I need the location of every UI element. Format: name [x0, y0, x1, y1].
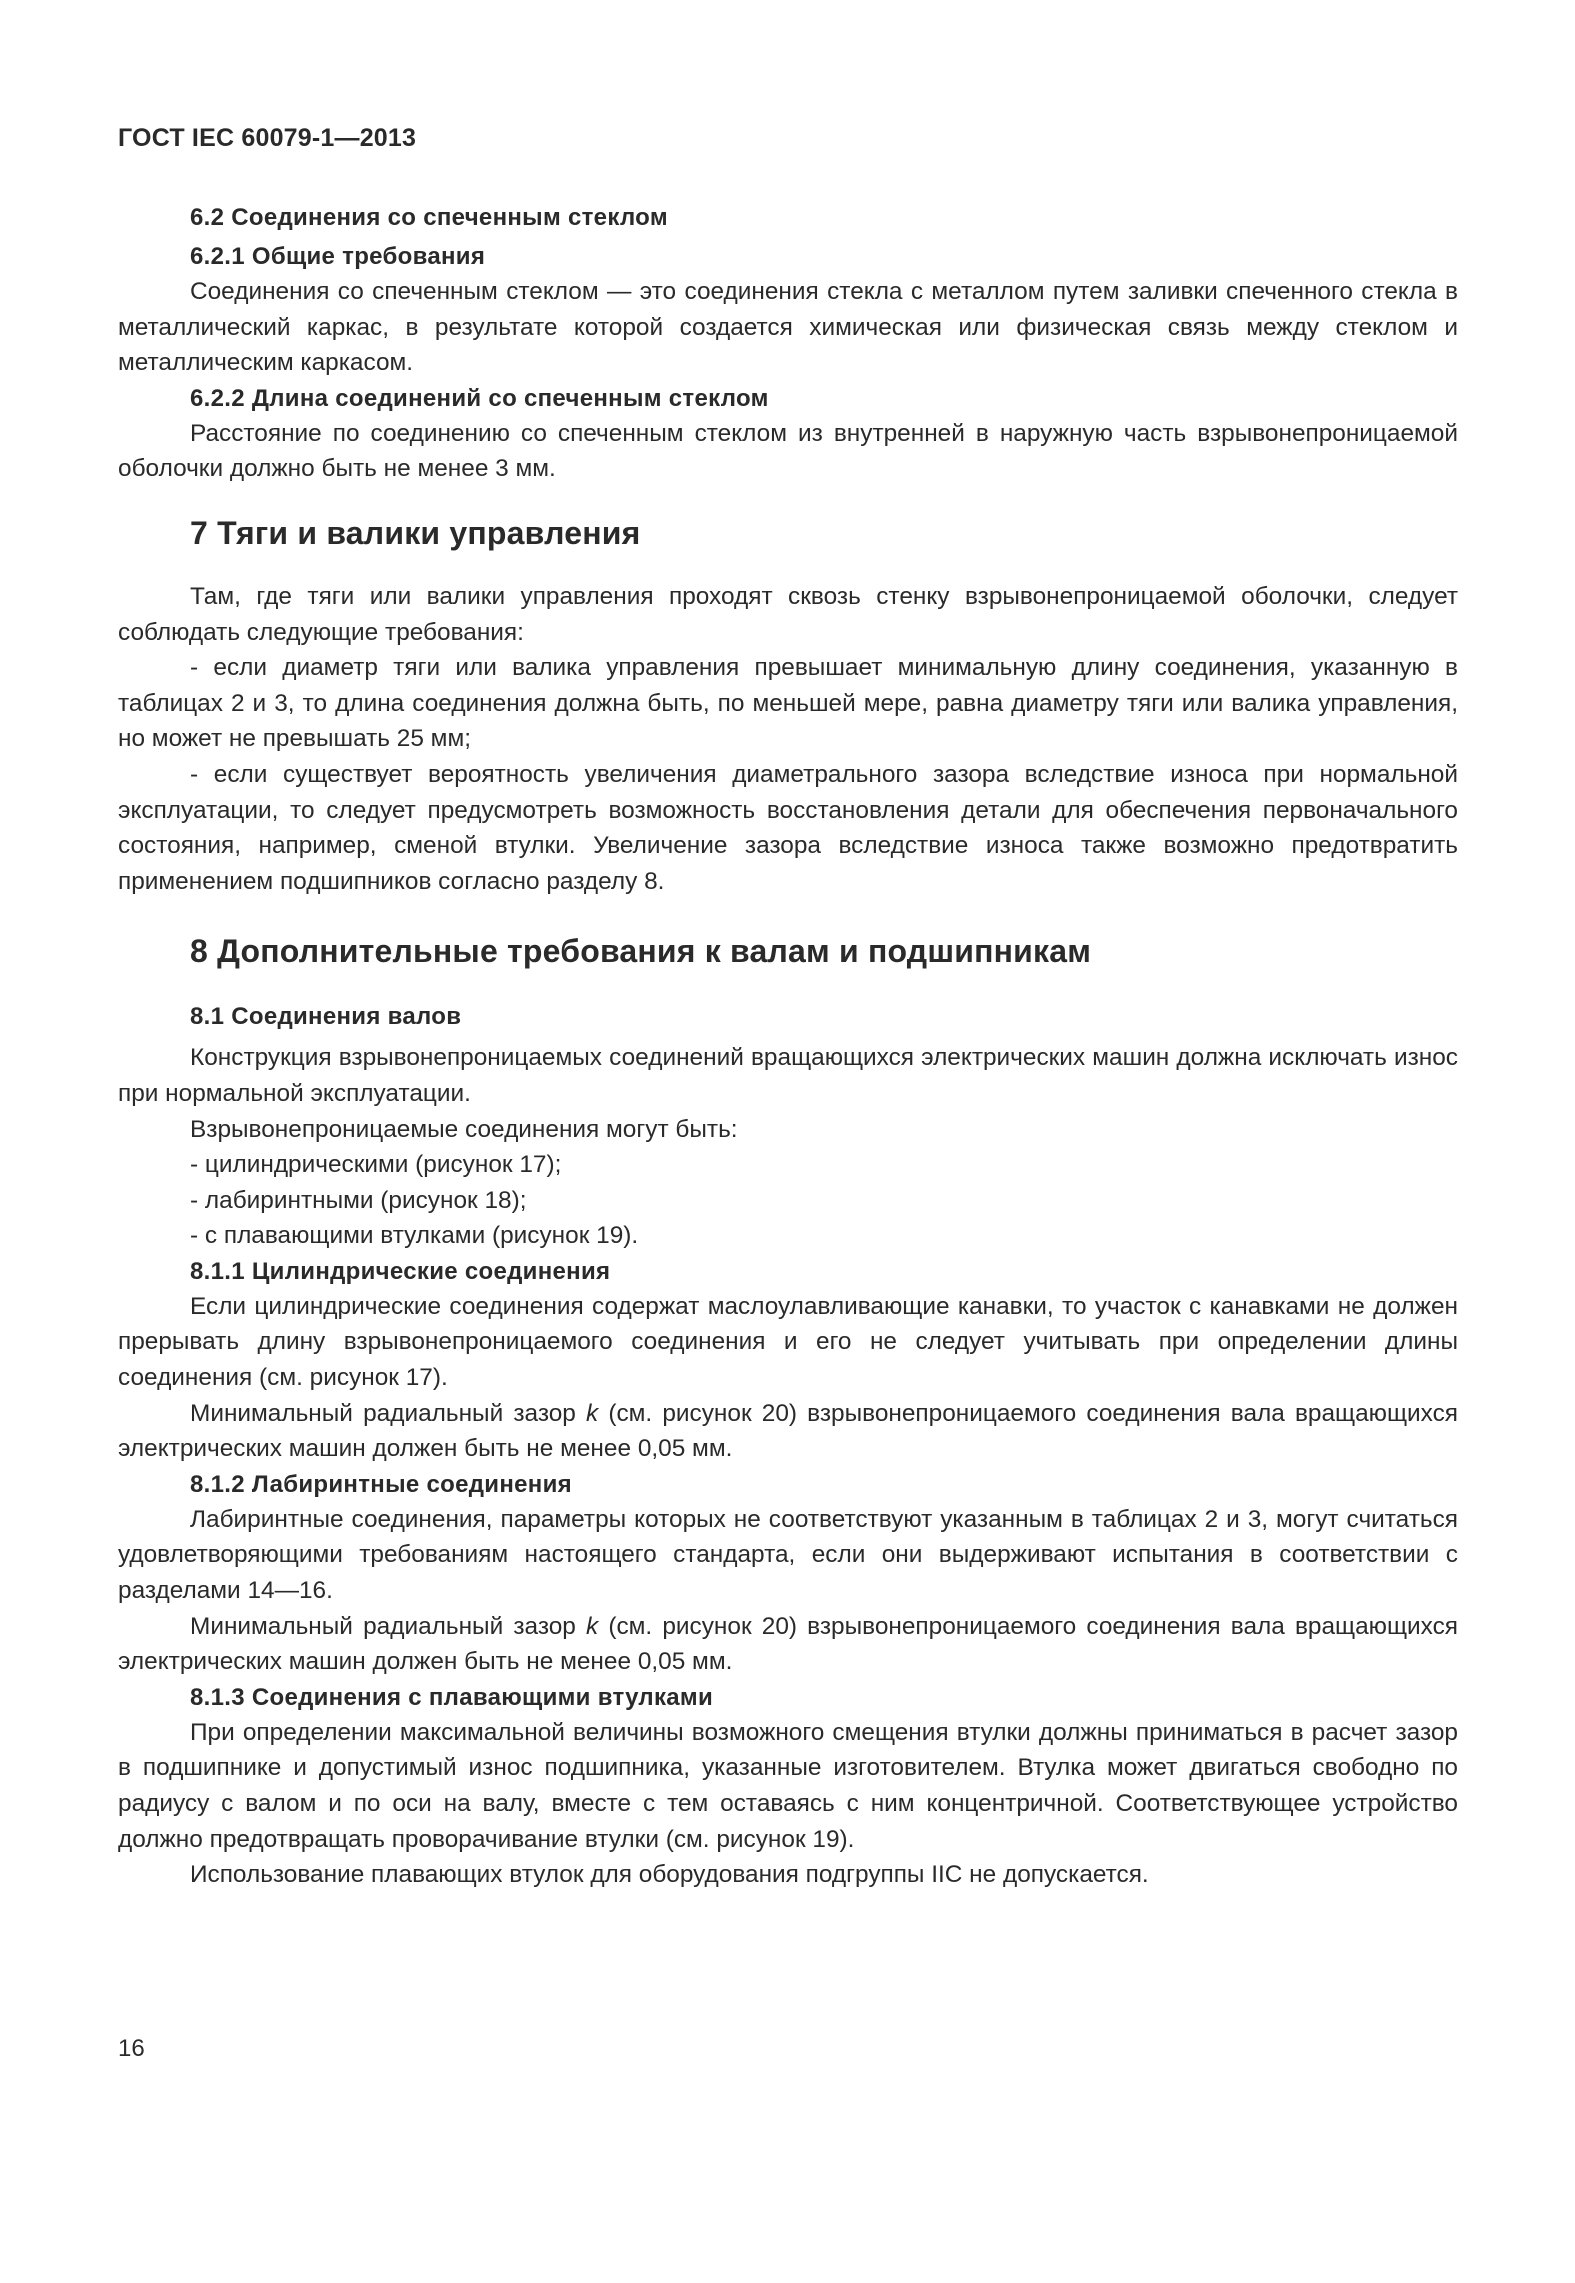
variable-k: k	[586, 1612, 599, 1640]
text-fragment: (см. рисунок 20) взрывонепроницаемого соединения вала вращающихся электрических машин должен быть не менее 0,05 мм.	[118, 1399, 1458, 1463]
paragraph-8-1-intro: Конструкция взрывонепроницаемых соединений вращающихся электрических машин должна исключать износ при нормальной эксплуатации.	[118, 1044, 1458, 1107]
heading-8-1-2: 8.1.2 Лабиринтные соединения	[190, 1470, 572, 1498]
paragraph-8-1-3-b: Использование плавающих втулок для оборудования подгруппы IIC не допускается.	[190, 1861, 1149, 1889]
section-8-title: 8 Дополнительные требования к валам и подшипникам	[190, 933, 1092, 970]
heading-6-2-2: 6.2.2 Длина соединений со спеченным стеклом	[190, 384, 769, 412]
list-item-labyrinth: - лабиринтными (рисунок 18);	[190, 1186, 527, 1214]
paragraph-8-1-2-b	[118, 1609, 1458, 1680]
heading-8-1-3: 8.1.3 Соединения с плавающими втулками	[190, 1683, 714, 1711]
paragraph-6-2-1: Соединения со спеченным стеклом — это соединения стекла с металлом путем заливки спеченного стекла в металлический каркас, в результате которой создается химическая или физическая связь между стеклом и металлическим каркасом.	[118, 278, 1458, 377]
paragraph-7-item-1: - если диаметр тяги или валика управления превышает минимальную длину соединения, указанную в таблицах 2 и 3, то длина соединения должна быть, по меньшей мере, равна диаметру тяги или валика управления, но может не превышать 25 мм;	[118, 654, 1458, 753]
paragraph-8-1-3-a: При определении максимальной величины возможного смещения втулки должны приниматься в расчет зазор в подшипнике и допустимый износ подшипника, указанные изготовителем. Втулка может двигаться свободно по радиусу с валом и по оси на валу, вместе с тем оставаясь с ним концентричной. Соответствующее устройство должно предотвращать проворачивание втулки (см. рисунок 19).	[118, 1718, 1458, 1853]
section-7-title: 7 Тяги и валики управления	[190, 514, 641, 551]
document-page	[118, 120, 1458, 1893]
variable-k: k	[586, 1399, 599, 1427]
paragraph-8-1-1-b	[118, 1396, 1458, 1467]
text-fragment: Минимальный радиальный зазор	[190, 1399, 586, 1427]
document-header: ГОСТ IEC 60079-1—2013	[118, 124, 417, 152]
heading-6-2: 6.2 Соединения со спеченным стеклом	[190, 204, 668, 231]
page-number: 16	[118, 2035, 145, 2062]
paragraph-7-intro: Там, где тяги или валики управления проходят сквозь стенку взрывонепроницаемой оболочки, следует соблюдать следующие требования:	[118, 582, 1458, 646]
list-item-floating: - с плавающими втулками (рисунок 19).	[190, 1222, 639, 1250]
text-fragment: Минимальный радиальный зазор	[190, 1612, 586, 1640]
heading-8-1: 8.1 Соединения валов	[190, 1003, 462, 1031]
list-item-cylindrical: - цилиндрическими (рисунок 17);	[190, 1151, 562, 1179]
heading-6-2-1: 6.2.1 Общие требования	[190, 243, 486, 270]
paragraph-6-2-2: Расстояние по соединению со спеченным стеклом из внутренней в наружную часть взрывонепроницаемой оболочки должно быть не менее 3 мм.	[118, 419, 1458, 483]
paragraph-8-1-2-a: Лабиринтные соединения, параметры которых не соответствуют указанным в таблицах 2 и 3, могут считаться удовлетворяющими требованиям настоящего стандарта, если они выдерживают испытания в соответствии с разделами 14—16.	[118, 1505, 1458, 1605]
heading-8-1-1: 8.1.1 Цилиндрические соединения	[190, 1257, 611, 1285]
paragraph-7-item-2: - если существует вероятность увеличения диаметрального зазора вследствие износа при нормальной эксплуатации, то следует предусмотреть возможность восстановления детали для обеспечения первоначального состояния, например, сменой втулки. Увеличение зазора вследствие износа также возможно предотвратить применением подшипников согласно разделу 8.	[118, 760, 1458, 895]
paragraph-8-1-1-a: Если цилиндрические соединения содержат маслоулавливающие канавки, то участок с канавками не должен прерывать длину взрывонепроницаемого соединения и его не следует учитывать при определении длины соединения (см. рисунок 17).	[118, 1292, 1458, 1392]
paragraph-8-1-types: Взрывонепроницаемые соединения могут быть:	[190, 1115, 738, 1143]
text-fragment: (см. рисунок 20) взрывонепроницаемого соединения вала вращающихся электрических машин должен быть не менее 0,05 мм.	[118, 1612, 1458, 1676]
